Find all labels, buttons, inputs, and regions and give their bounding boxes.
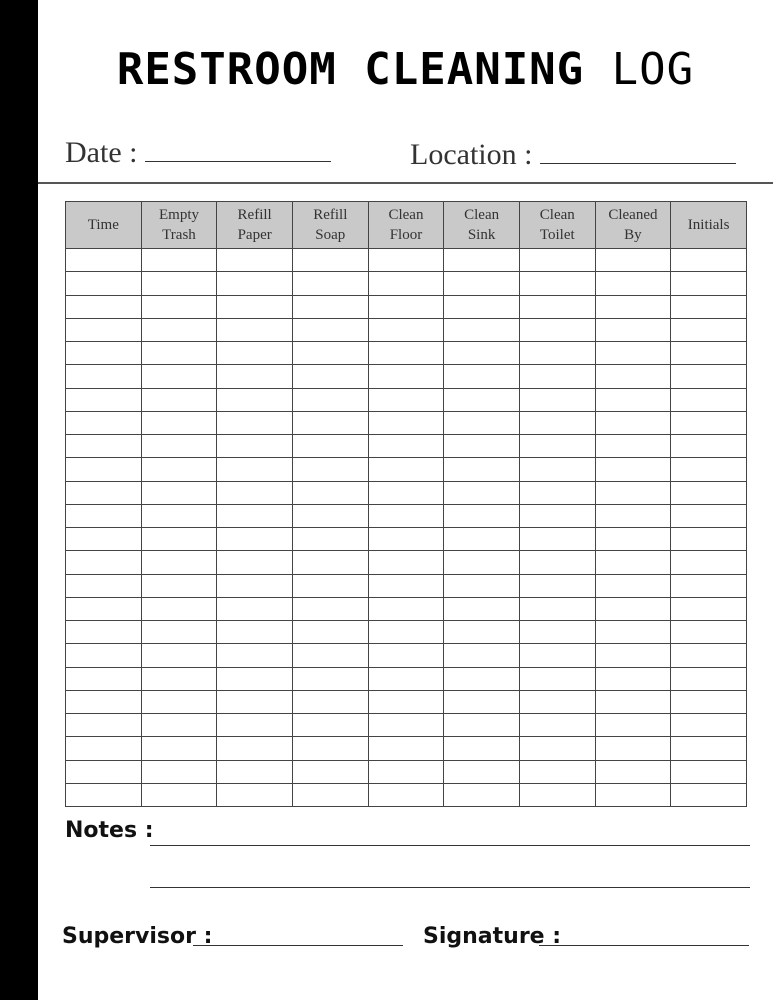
table-cell[interactable] <box>519 783 595 806</box>
date-blank-line[interactable] <box>145 161 331 162</box>
table-cell[interactable] <box>292 528 368 551</box>
table-cell[interactable] <box>66 249 142 272</box>
table-cell[interactable] <box>292 272 368 295</box>
table-row <box>66 783 747 806</box>
table-cell[interactable] <box>292 783 368 806</box>
table-cell[interactable] <box>66 481 142 504</box>
column-header-text: Initials <box>687 217 730 233</box>
table-cell[interactable] <box>141 783 217 806</box>
table-cell[interactable] <box>444 458 520 481</box>
table-cell[interactable] <box>217 272 293 295</box>
table-cell[interactable] <box>66 342 142 365</box>
table-cell[interactable] <box>671 644 747 667</box>
table-row <box>66 272 747 295</box>
table-cell[interactable] <box>66 551 142 574</box>
location-label: Location : <box>410 138 533 171</box>
table-cell[interactable] <box>444 318 520 341</box>
table-cell[interactable] <box>217 714 293 737</box>
table-cell[interactable] <box>671 597 747 620</box>
notes-line-2[interactable] <box>150 887 750 888</box>
table-cell[interactable] <box>292 551 368 574</box>
table-cell[interactable] <box>444 783 520 806</box>
table-cell[interactable] <box>292 388 368 411</box>
table-cell[interactable] <box>368 783 444 806</box>
table-cell[interactable] <box>671 690 747 713</box>
table-cell[interactable] <box>292 249 368 272</box>
notes-label: Notes : <box>65 818 154 843</box>
table-cell[interactable] <box>368 365 444 388</box>
table-cell[interactable] <box>444 714 520 737</box>
table-cell[interactable] <box>519 621 595 644</box>
table-cell[interactable] <box>66 574 142 597</box>
table-cell[interactable] <box>595 551 671 574</box>
table-cell[interactable] <box>671 342 747 365</box>
table-cell[interactable] <box>595 714 671 737</box>
table-cell[interactable] <box>444 551 520 574</box>
table-cell[interactable] <box>368 481 444 504</box>
table-cell[interactable] <box>292 690 368 713</box>
table-cell[interactable] <box>671 714 747 737</box>
table-cell[interactable] <box>217 249 293 272</box>
table-cell[interactable] <box>66 667 142 690</box>
table-row <box>66 528 747 551</box>
table-cell[interactable] <box>141 528 217 551</box>
table-cell[interactable] <box>595 458 671 481</box>
header-divider <box>38 182 773 184</box>
table-cell[interactable] <box>368 667 444 690</box>
table-cell[interactable] <box>292 318 368 341</box>
column-header <box>292 202 368 249</box>
table-cell[interactable] <box>66 528 142 551</box>
column-header <box>519 202 595 249</box>
table-row <box>66 481 747 504</box>
table-cell[interactable] <box>368 504 444 527</box>
table-row <box>66 388 747 411</box>
page-title <box>38 44 773 95</box>
table-cell[interactable] <box>217 295 293 318</box>
table-cell[interactable] <box>519 574 595 597</box>
table-cell[interactable] <box>66 504 142 527</box>
title-suffix: LOG <box>611 44 695 95</box>
table-cell[interactable] <box>671 249 747 272</box>
table-cell[interactable] <box>595 574 671 597</box>
table-cell[interactable] <box>519 435 595 458</box>
table-cell[interactable] <box>595 621 671 644</box>
table-cell[interactable] <box>141 318 217 341</box>
column-header-text: Empty <box>158 207 199 223</box>
column-header <box>671 202 747 249</box>
table-cell[interactable] <box>141 342 217 365</box>
column-header-text: Cleaned <box>608 207 658 223</box>
table-cell[interactable] <box>444 249 520 272</box>
table-cell[interactable] <box>292 411 368 434</box>
table-cell[interactable] <box>368 574 444 597</box>
table-cell[interactable] <box>595 365 671 388</box>
table-cell[interactable] <box>141 411 217 434</box>
table-cell[interactable] <box>595 411 671 434</box>
date-label: Date : <box>65 136 138 169</box>
table-cell[interactable] <box>368 760 444 783</box>
table-cell[interactable] <box>141 621 217 644</box>
cleaning-log-table <box>65 201 747 807</box>
table-cell[interactable] <box>141 249 217 272</box>
column-header <box>368 202 444 249</box>
table-cell[interactable] <box>444 621 520 644</box>
table-cell[interactable] <box>595 737 671 760</box>
column-header-text: Refill <box>313 207 348 223</box>
table-cell[interactable] <box>671 760 747 783</box>
table-cell[interactable] <box>368 435 444 458</box>
table-cell[interactable] <box>595 318 671 341</box>
table-cell[interactable] <box>519 388 595 411</box>
table-row <box>66 644 747 667</box>
table-cell[interactable] <box>368 458 444 481</box>
table-cell[interactable] <box>292 295 368 318</box>
table-cell[interactable] <box>519 365 595 388</box>
table-cell[interactable] <box>671 435 747 458</box>
table-cell[interactable] <box>66 714 142 737</box>
table-cell[interactable] <box>217 574 293 597</box>
table-cell[interactable] <box>595 597 671 620</box>
column-header-text: Toilet <box>539 227 575 243</box>
table-cell[interactable] <box>292 365 368 388</box>
table-cell[interactable] <box>519 714 595 737</box>
table-cell[interactable] <box>217 318 293 341</box>
location-field[interactable] <box>410 138 736 172</box>
column-header-text: Clean <box>388 207 424 223</box>
supervisor-line[interactable] <box>193 945 403 946</box>
table-cell[interactable] <box>66 411 142 434</box>
column-header-text: By <box>624 227 642 243</box>
column-header <box>66 202 142 249</box>
table-cell[interactable] <box>444 667 520 690</box>
table-cell[interactable] <box>595 435 671 458</box>
column-header <box>595 202 671 249</box>
table-cell[interactable] <box>595 667 671 690</box>
table-cell[interactable] <box>66 760 142 783</box>
table-cell[interactable] <box>595 760 671 783</box>
table-cell[interactable] <box>217 551 293 574</box>
table-cell[interactable] <box>141 667 217 690</box>
table-cell[interactable] <box>368 388 444 411</box>
table-cell[interactable] <box>444 760 520 783</box>
table-cell[interactable] <box>671 411 747 434</box>
table-cell[interactable] <box>444 528 520 551</box>
table-row <box>66 574 747 597</box>
table-cell[interactable] <box>519 528 595 551</box>
table-cell[interactable] <box>292 621 368 644</box>
table-cell[interactable] <box>519 760 595 783</box>
table-cell[interactable] <box>671 737 747 760</box>
table-cell[interactable] <box>368 597 444 620</box>
table-cell[interactable] <box>595 644 671 667</box>
table-cell[interactable] <box>368 528 444 551</box>
date-field[interactable] <box>65 136 331 170</box>
table-cell[interactable] <box>217 504 293 527</box>
table-cell[interactable] <box>217 528 293 551</box>
table-cell[interactable] <box>671 272 747 295</box>
column-header-text: Trash <box>162 227 196 243</box>
table-cell[interactable] <box>368 411 444 434</box>
table-cell[interactable] <box>292 714 368 737</box>
table-cell[interactable] <box>671 783 747 806</box>
table-cell[interactable] <box>141 388 217 411</box>
table-cell[interactable] <box>519 318 595 341</box>
table-cell[interactable] <box>217 667 293 690</box>
table-cell[interactable] <box>217 621 293 644</box>
table-cell[interactable] <box>217 365 293 388</box>
table-cell[interactable] <box>292 644 368 667</box>
table-cell[interactable] <box>671 318 747 341</box>
location-blank-line[interactable] <box>540 163 736 164</box>
table-cell[interactable] <box>595 528 671 551</box>
table-cell[interactable] <box>292 481 368 504</box>
table-cell[interactable] <box>217 597 293 620</box>
table-cell[interactable] <box>66 365 142 388</box>
table-cell[interactable] <box>671 621 747 644</box>
table-cell[interactable] <box>519 295 595 318</box>
table-cell[interactable] <box>368 272 444 295</box>
table-cell[interactable] <box>595 388 671 411</box>
table-cell[interactable] <box>368 644 444 667</box>
table-cell[interactable] <box>66 644 142 667</box>
column-header-text: Time <box>87 217 119 233</box>
table-cell[interactable] <box>292 504 368 527</box>
table-cell[interactable] <box>444 342 520 365</box>
table-cell[interactable] <box>368 318 444 341</box>
table-cell[interactable] <box>141 458 217 481</box>
table-cell[interactable] <box>368 714 444 737</box>
table-cell[interactable] <box>66 621 142 644</box>
table-cell[interactable] <box>519 644 595 667</box>
table-cell[interactable] <box>595 249 671 272</box>
column-header-text: Soap <box>315 227 346 243</box>
table-cell[interactable] <box>141 574 217 597</box>
table-cell[interactable] <box>217 411 293 434</box>
table-cell[interactable] <box>444 435 520 458</box>
table-cell[interactable] <box>217 435 293 458</box>
table-cell[interactable] <box>519 411 595 434</box>
table-cell[interactable] <box>444 481 520 504</box>
table-cell[interactable] <box>141 295 217 318</box>
table-row <box>66 621 747 644</box>
table-cell[interactable] <box>671 458 747 481</box>
table-cell[interactable] <box>444 737 520 760</box>
table-row <box>66 458 747 481</box>
table-cell[interactable] <box>368 621 444 644</box>
table-cell[interactable] <box>141 272 217 295</box>
table-row <box>66 342 747 365</box>
column-header-text: Clean <box>464 207 500 223</box>
table-cell[interactable] <box>595 690 671 713</box>
table-cell[interactable] <box>141 737 217 760</box>
table-cell[interactable] <box>368 342 444 365</box>
table-cell[interactable] <box>519 737 595 760</box>
table-cell[interactable] <box>292 760 368 783</box>
table-cell[interactable] <box>217 388 293 411</box>
table-cell[interactable] <box>141 714 217 737</box>
table-cell[interactable] <box>66 272 142 295</box>
table-cell[interactable] <box>66 737 142 760</box>
table-row <box>66 435 747 458</box>
table-row <box>66 760 747 783</box>
table-cell[interactable] <box>519 551 595 574</box>
table-cell[interactable] <box>519 504 595 527</box>
table-cell[interactable] <box>444 644 520 667</box>
table-cell[interactable] <box>595 295 671 318</box>
table-cell[interactable] <box>292 667 368 690</box>
title-main: RESTROOM CLEANING <box>116 44 585 95</box>
table-cell[interactable] <box>444 272 520 295</box>
table-row <box>66 714 747 737</box>
table-cell[interactable] <box>66 318 142 341</box>
signature-label: Signature : <box>423 924 562 949</box>
table-cell[interactable] <box>444 597 520 620</box>
table-row <box>66 551 747 574</box>
column-header-text: Sink <box>467 227 496 243</box>
table-cell[interactable] <box>66 435 142 458</box>
table-cell[interactable] <box>595 272 671 295</box>
column-header-text: Clean <box>539 207 575 223</box>
table-cell[interactable] <box>444 574 520 597</box>
table-cell[interactable] <box>519 481 595 504</box>
table-cell[interactable] <box>66 690 142 713</box>
table-cell[interactable] <box>671 388 747 411</box>
table-cell[interactable] <box>368 295 444 318</box>
table-cell[interactable] <box>595 504 671 527</box>
table-cell[interactable] <box>217 458 293 481</box>
table-cell[interactable] <box>519 667 595 690</box>
table-row <box>66 597 747 620</box>
table-header-row <box>66 202 747 249</box>
table-cell[interactable] <box>519 249 595 272</box>
table-cell[interactable] <box>66 458 142 481</box>
column-header <box>217 202 293 249</box>
table-cell[interactable] <box>66 597 142 620</box>
table-cell[interactable] <box>217 783 293 806</box>
table-row <box>66 318 747 341</box>
table-cell[interactable] <box>444 411 520 434</box>
table-cell[interactable] <box>141 597 217 620</box>
column-header-text: Floor <box>389 227 423 243</box>
table-cell[interactable] <box>217 644 293 667</box>
table-cell[interactable] <box>368 551 444 574</box>
table-cell[interactable] <box>141 435 217 458</box>
table-cell[interactable] <box>66 295 142 318</box>
table-cell[interactable] <box>519 272 595 295</box>
table-cell[interactable] <box>217 760 293 783</box>
supervisor-label: Supervisor : <box>62 924 213 949</box>
table-cell[interactable] <box>519 690 595 713</box>
table-row <box>66 249 747 272</box>
table-cell[interactable] <box>671 551 747 574</box>
table-cell[interactable] <box>141 760 217 783</box>
table-cell[interactable] <box>595 342 671 365</box>
table-cell[interactable] <box>444 504 520 527</box>
table-cell[interactable] <box>141 365 217 388</box>
table-cell[interactable] <box>141 481 217 504</box>
table-cell[interactable] <box>444 388 520 411</box>
table-cell[interactable] <box>217 690 293 713</box>
table-cell[interactable] <box>292 574 368 597</box>
table-cell[interactable] <box>217 342 293 365</box>
table-cell[interactable] <box>671 504 747 527</box>
notes-line-1[interactable] <box>150 845 750 846</box>
table-row <box>66 295 747 318</box>
table-row <box>66 737 747 760</box>
table-cell[interactable] <box>368 737 444 760</box>
table-row <box>66 411 747 434</box>
table-cell[interactable] <box>292 597 368 620</box>
table-cell[interactable] <box>444 365 520 388</box>
table-cell[interactable] <box>217 737 293 760</box>
table-cell[interactable] <box>444 690 520 713</box>
table-cell[interactable] <box>141 690 217 713</box>
table-cell[interactable] <box>444 295 520 318</box>
table-cell[interactable] <box>519 597 595 620</box>
table-cell[interactable] <box>519 458 595 481</box>
table-cell[interactable] <box>671 295 747 318</box>
table-cell[interactable] <box>671 574 747 597</box>
table-cell[interactable] <box>292 737 368 760</box>
column-header-text: Refill <box>237 207 272 223</box>
table-cell[interactable] <box>66 388 142 411</box>
table-body <box>66 249 747 807</box>
table-cell[interactable] <box>141 644 217 667</box>
signature-line[interactable] <box>539 945 749 946</box>
table-cell[interactable] <box>66 783 142 806</box>
table-cell[interactable] <box>292 342 368 365</box>
column-header-text: Paper <box>237 227 272 243</box>
table-cell[interactable] <box>217 481 293 504</box>
column-header <box>444 202 520 249</box>
table-cell[interactable] <box>519 342 595 365</box>
table-cell[interactable] <box>671 365 747 388</box>
table-cell[interactable] <box>595 481 671 504</box>
table-row <box>66 667 747 690</box>
table-cell[interactable] <box>671 667 747 690</box>
black-spine-bar <box>0 0 38 1000</box>
table-row <box>66 365 747 388</box>
table-cell[interactable] <box>292 435 368 458</box>
table-cell[interactable] <box>141 551 217 574</box>
table-cell[interactable] <box>671 528 747 551</box>
column-header <box>141 202 217 249</box>
table-row <box>66 690 747 713</box>
table-cell[interactable] <box>671 481 747 504</box>
table-cell[interactable] <box>368 690 444 713</box>
table-row <box>66 504 747 527</box>
table-cell[interactable] <box>368 249 444 272</box>
table-cell[interactable] <box>292 458 368 481</box>
table-cell[interactable] <box>595 783 671 806</box>
table-cell[interactable] <box>141 504 217 527</box>
